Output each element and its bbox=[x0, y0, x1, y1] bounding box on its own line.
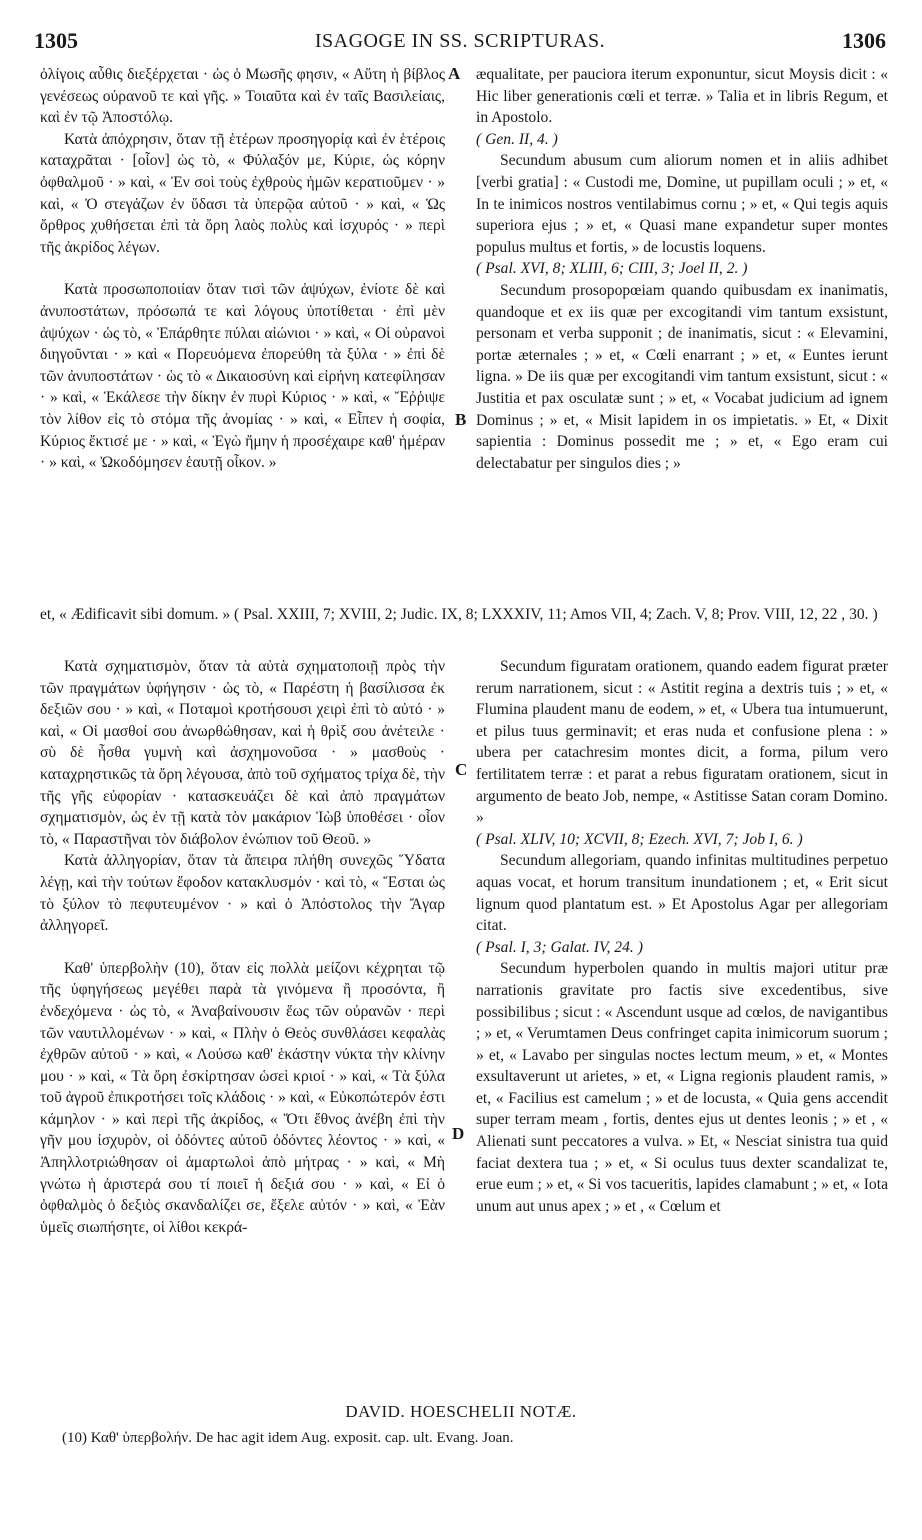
margin-letter-c: C bbox=[455, 760, 468, 779]
latin-reference-2: ( Psal. XVI, 8; XLIII, 6; CIII, 3; Joel II, 2. ) bbox=[476, 260, 748, 278]
running-title: ISAGOGE IN SS. SCRIPTURAS. bbox=[314, 30, 606, 52]
greek-paragraph-2: Κατὰ ἀπόχρησιν, ὅταν τῇ ἑτέρων προσηγορίᾳ καὶ ἐν ἑτέροις καταχρᾶται · [οἷον] ὡς τὸ, « Φύλαξόν με, Κύριε, ὡς κόρην ὀφθαλμοῦ · » καὶ, « Ἐν σοὶ τοὺς ἐχθροὺς ἡμῶν κερατιοῦμεν · » καὶ, « Ὁ στεγάζων ἐν ὕδασι τὰ ὑπερῷα αὐτοῦ · » καὶ, « Ὡς ὄρθρος χυθήσεται ἐπὶ τὰ ὄρη λαὸς πολὺς καὶ ἰσχυρός · » περὶ τῆς ἀκρίδος λέγων. bbox=[40, 130, 445, 256]
latin-paragraph-2: Secundum abusum cum aliorum nomen et in aliis adhibet [verbi gratia] : « Custodi me, Domine, ut pupillam oculi ; » et, « In te inimicos nostros ventilabimus cornu ; » et, « Qui tegis aquis superiora ejus ; » et, « Quasi mane expandetur super montes populus multus et fortis, » de locustis loquens. bbox=[476, 152, 888, 256]
latin-reference-1: ( Gen. II, 4. ) bbox=[476, 130, 558, 148]
greek-paragraph-4: Κατὰ σχηματισμὸν, ὅταν τὰ αὐτὰ σχηματοποιῇ πρὸς τὴν τῶν πραγμάτων ὑφήγησιν · ὡς τὸ, « Παρέστη ἡ βασίλισσα ἐκ δεξιῶν σου · » καὶ, « Ποταμοὶ κροτήσουσι χειρὶ ἐπὶ τὸ αὐτό · » καὶ, « Οἱ μασθοί σου ἀνωρθώθησαν, καὶ ἡ θρὶξ σου ἀνέτειλε · σὺ δὲ ἦσθα γυμνὴ καὶ ἀσχημονοῦσα · » μασθοὺς · καταχρηστικῶς τὰ ὄρη λέγουσα, ἀπὸ τοῦ σχήματος τρίχα δὲ, τὴν τῆς γῆς εὐφορίαν · κατασκευάζει δὲ καὶ ἀπὸ πραγμάτων σχηματισμὸν, ὡς ἐν τῇ κατὰ τὸν μακάριον Ἰὼβ ὑποθέσει · οἷον τὸ, « Παραστῆναι τὸν διάβολον ἐνώπιον τοῦ Θεοῦ. » bbox=[40, 658, 445, 848]
margin-letter-d: D bbox=[452, 1124, 465, 1143]
latin-paragraph-4: Secundum figuratam orationem, quando eadem figurat præter rerum narrationem, sicut : « Astitit regina a dextris tuis ; » et, « Flumina plaudent manu de eodem, » et, « Ubera tua intumuerunt, et pilus tuus germinavit; et eras nuda et confusione plena : » ubera per catachresim montes dicit, a forma, pilum vero fertilitatem terræ : et parat a rebus figuratam orationem, sicut in argumento de beato Job, nempe, « Astitisse Satan coram Domino. » bbox=[476, 658, 888, 827]
latin-paragraph-3: Secundum prosopopœiam quando quibusdam ex inanimatis, quandoque et ex iis quæ per excogitandi vim tantum exsistunt, personam et verba supponit ; de inanimatis, sicut : « Elevamini, portæ æternales ; » et, « Cœli enarrant ; » et, « Euntes ierunt ligna. » De iis quæ per excogitandi vim tantum exsistunt, sicut : « Justitia et pax osculatæ sunt ; » et, « Vocabat judicium ad ignem Dominus ; » et, « Misit lapidem in os impietatis. » Et, « Dixit sapientia : Dominus possedit me ; » et, « Ego eram cui delectabatur per singulos dies ; » bbox=[476, 281, 888, 472]
latin-column-upper bbox=[476, 64, 888, 474]
greek-paragraph-5: Κατὰ ἀλληγορίαν, ὅταν τὰ ἄπειρα πλήθη συνεχῶς Ὕδατα λέγῃ, καὶ τὴν τούτων ἔφοδον κατακλυσμόν · καὶ τὸ, « Ἔσται ὡς τὸ ξύλον τὸ πεφυτευμένον · » καὶ ὁ Ἀπόστολος τὴν Ἄγαρ ἀλληγορεῖ. bbox=[40, 852, 445, 935]
latin-paragraph-5: Secundum allegoriam, quando infinitas multitudines perpetuo aquas vocat, et horum transitum inundationem ; et, « Erit sicut lignum quod plantatum est. » Et Apostolus Agar per allegoriam citat. bbox=[476, 852, 888, 935]
page-header bbox=[34, 28, 886, 58]
fullwidth-reference-text: et, « Ædificavit sibi domum. » ( Psal. XXIII, 7; XVIII, 2; Judic. IX, 8; LXXXIV, 11; Amos VII, 4; Zach. V, 8; Prov. VIII, 12, 22 , 30. ) bbox=[40, 606, 878, 623]
margin-letter-a: A bbox=[448, 64, 461, 83]
greek-paragraph-1: ὀλίγοις αὖθις διεξέρχεται · ὡς ὁ Μωσῆς φησιν, « Αὕτη ἡ βίβλος γενέσεως οὐρανοῦ τε καὶ γῆς. » Τοιαῦτα καὶ ἐν ταῖς Βασιλείαις, καὶ ἐν τῷ Ἀποστόλῳ. bbox=[40, 66, 445, 127]
latin-paragraph-1: æqualitate, per pauciora iterum exponuntur, sicut Moysis dicit : « Hic liber generationis cœli et terræ. » Talia et in libris Regum, et in Apostolo. bbox=[476, 66, 888, 127]
notes-heading: DAVID. HOESCHELII NOTÆ. bbox=[345, 1402, 577, 1421]
greek-column-lower bbox=[40, 656, 445, 1238]
footnote-10: (10) Καθ' ὑπερβολήν. De hac agit idem Aug. exposit. cap. ult. Evang. Joan. bbox=[62, 1430, 514, 1446]
greek-column-upper bbox=[40, 64, 445, 474]
latin-paragraph-6: Secundum hyperbolen quando in multis majori utitur præ narrationis gravitate pro factis sive excedentibus, sive possibilibus ; sicut : « Ascendunt usque ad cœlos, de navigantibus ; » et, « Verumtamen Deus confringet capita inimicorum suorum ; » et, « Lavabo per singulas noctes lectum meum, » et, « Montes exsultaverunt ut arietes, » et, « Ligna regionis plaudent ramis, » et, « Facilius est camelum ; » et de locusta, « Quia gens accendit super terram meam , fortis, dentes ejus ut dentes leonis ; » et , « Alienati sunt peccatores a vulva. » Et, « Nesciat sinistra tua quid faciat dextera tua ; » et, « Si oculus tuus dexter scandalizat te, erue eum ; » et, « Si vos tacueritis, lapides clamabunt ; » et, « Iota unum aut unus apex ; » et , « Cœlum et bbox=[476, 960, 888, 1215]
greek-paragraph-3: Κατὰ προσωποποιίαν ὅταν τισὶ τῶν ἀψύχων, ἐνίοτε δὲ καὶ ἀνυποστάτων, πρόσωπά τε καὶ λόγους ὑποτίθεται · ἐπὶ μὲν ἀψύχων · ὡς τὸ, « Ἐπάρθητε πύλαι αἰώνιοι · » καὶ, « Οἱ οὐρανοὶ διηγοῦνται · » καὶ « Πορευόμενα ἐπορεύθη τὰ ξύλα · » ἐπὶ δὲ τῶν ἀνυποστάτων · ὡς τὸ « Δικαιοσύνη καὶ εἰρήνη κατεφίλησαν · » καὶ, « Ἐκάλεσε τὴν δίκην ἐν πυρὶ Κύριος · » καὶ, « Ἔῤῥιψε τὸν λίθον εἰς τὸ στόμα τῆς ἀνομίας · » καὶ, « Εἶπεν ἡ σοφία, Κύριος ἔκτισέ με · » καὶ, « Ἐγὼ ἤμην ἡ προσέχαιρε καθ' ἡμέραν · » καὶ, « Ὠκοδόμησεν ἑαυτῇ οἶκον. » bbox=[40, 281, 445, 472]
latin-reference-4: ( Psal. XLIV, 10; XCVII, 8; Ezech. XVI, 7; Job I, 6. ) bbox=[476, 830, 803, 848]
page-number-left: 1305 bbox=[34, 28, 78, 53]
fullwidth-reference-line bbox=[40, 604, 888, 626]
latin-reference-5: ( Psal. I, 3; Galat. IV, 24. ) bbox=[476, 938, 643, 956]
latin-column-lower bbox=[476, 656, 888, 1217]
greek-paragraph-6: Καθ' ὑπερβολὴν (10), ὅταν εἰς πολλὰ μείζονι κέχρηται τῷ τῆς ὑφηγήσεως μεγέθει παρὰ τὰ γινόμενα ἢ προσόντα, ἢ ἐνδεχόμενα · ὡς τὸ, « Ἀναβαίνουσιν ἕως τῶν οὐρανῶν · περὶ τῶν ναυτιλλομένων · » καὶ, « Πλὴν ὁ Θεὸς συνθλάσει κεφαλὰς ἐχθρῶν αὐτοῦ · » καὶ, « Λούσω καθ' ἑκάστην νύκτα τὴν κλίνην μου · » καὶ, « Τὰ ὄρη ἐσκίρτησαν ὡσεὶ κριοί · » καὶ, « Τὰ ξύλα τοῦ ἀγροῦ ἐπικροτήσει τοῖς κλάδοις · » καὶ, « Εὐκοπώτερόν ἐστι κάμηλον · » καὶ περὶ τῆς ἀκρίδος, « Ὅτι ἔθνος ἀνέβη ἐπὶ τὴν γῆν μου ἰσχυρὸν, οἱ ὀδόντες αὐτοῦ ὀδόντες λέοντος · » καὶ, « Ἀπηλλοτριώθησαν οἱ ἁμαρτωλοὶ ἀπὸ μήτρας · » καὶ, « Μὴ γνώτω ἡ ἀριστερά σου τί ποιεῖ ἡ δεξιά σου · » καὶ, « Εἰ ὁ ὀφθαλμὸς ὁ δεξιὸς σκανδαλίζει σε, ἔξελε αὐτόν · » καὶ, « Ἐὰν ὑμεῖς σιωπήσητε, οἱ λίθοι κεκρά- bbox=[40, 959, 445, 1236]
page-number-right: 1306 bbox=[842, 28, 886, 53]
margin-letter-b: B bbox=[455, 410, 467, 429]
